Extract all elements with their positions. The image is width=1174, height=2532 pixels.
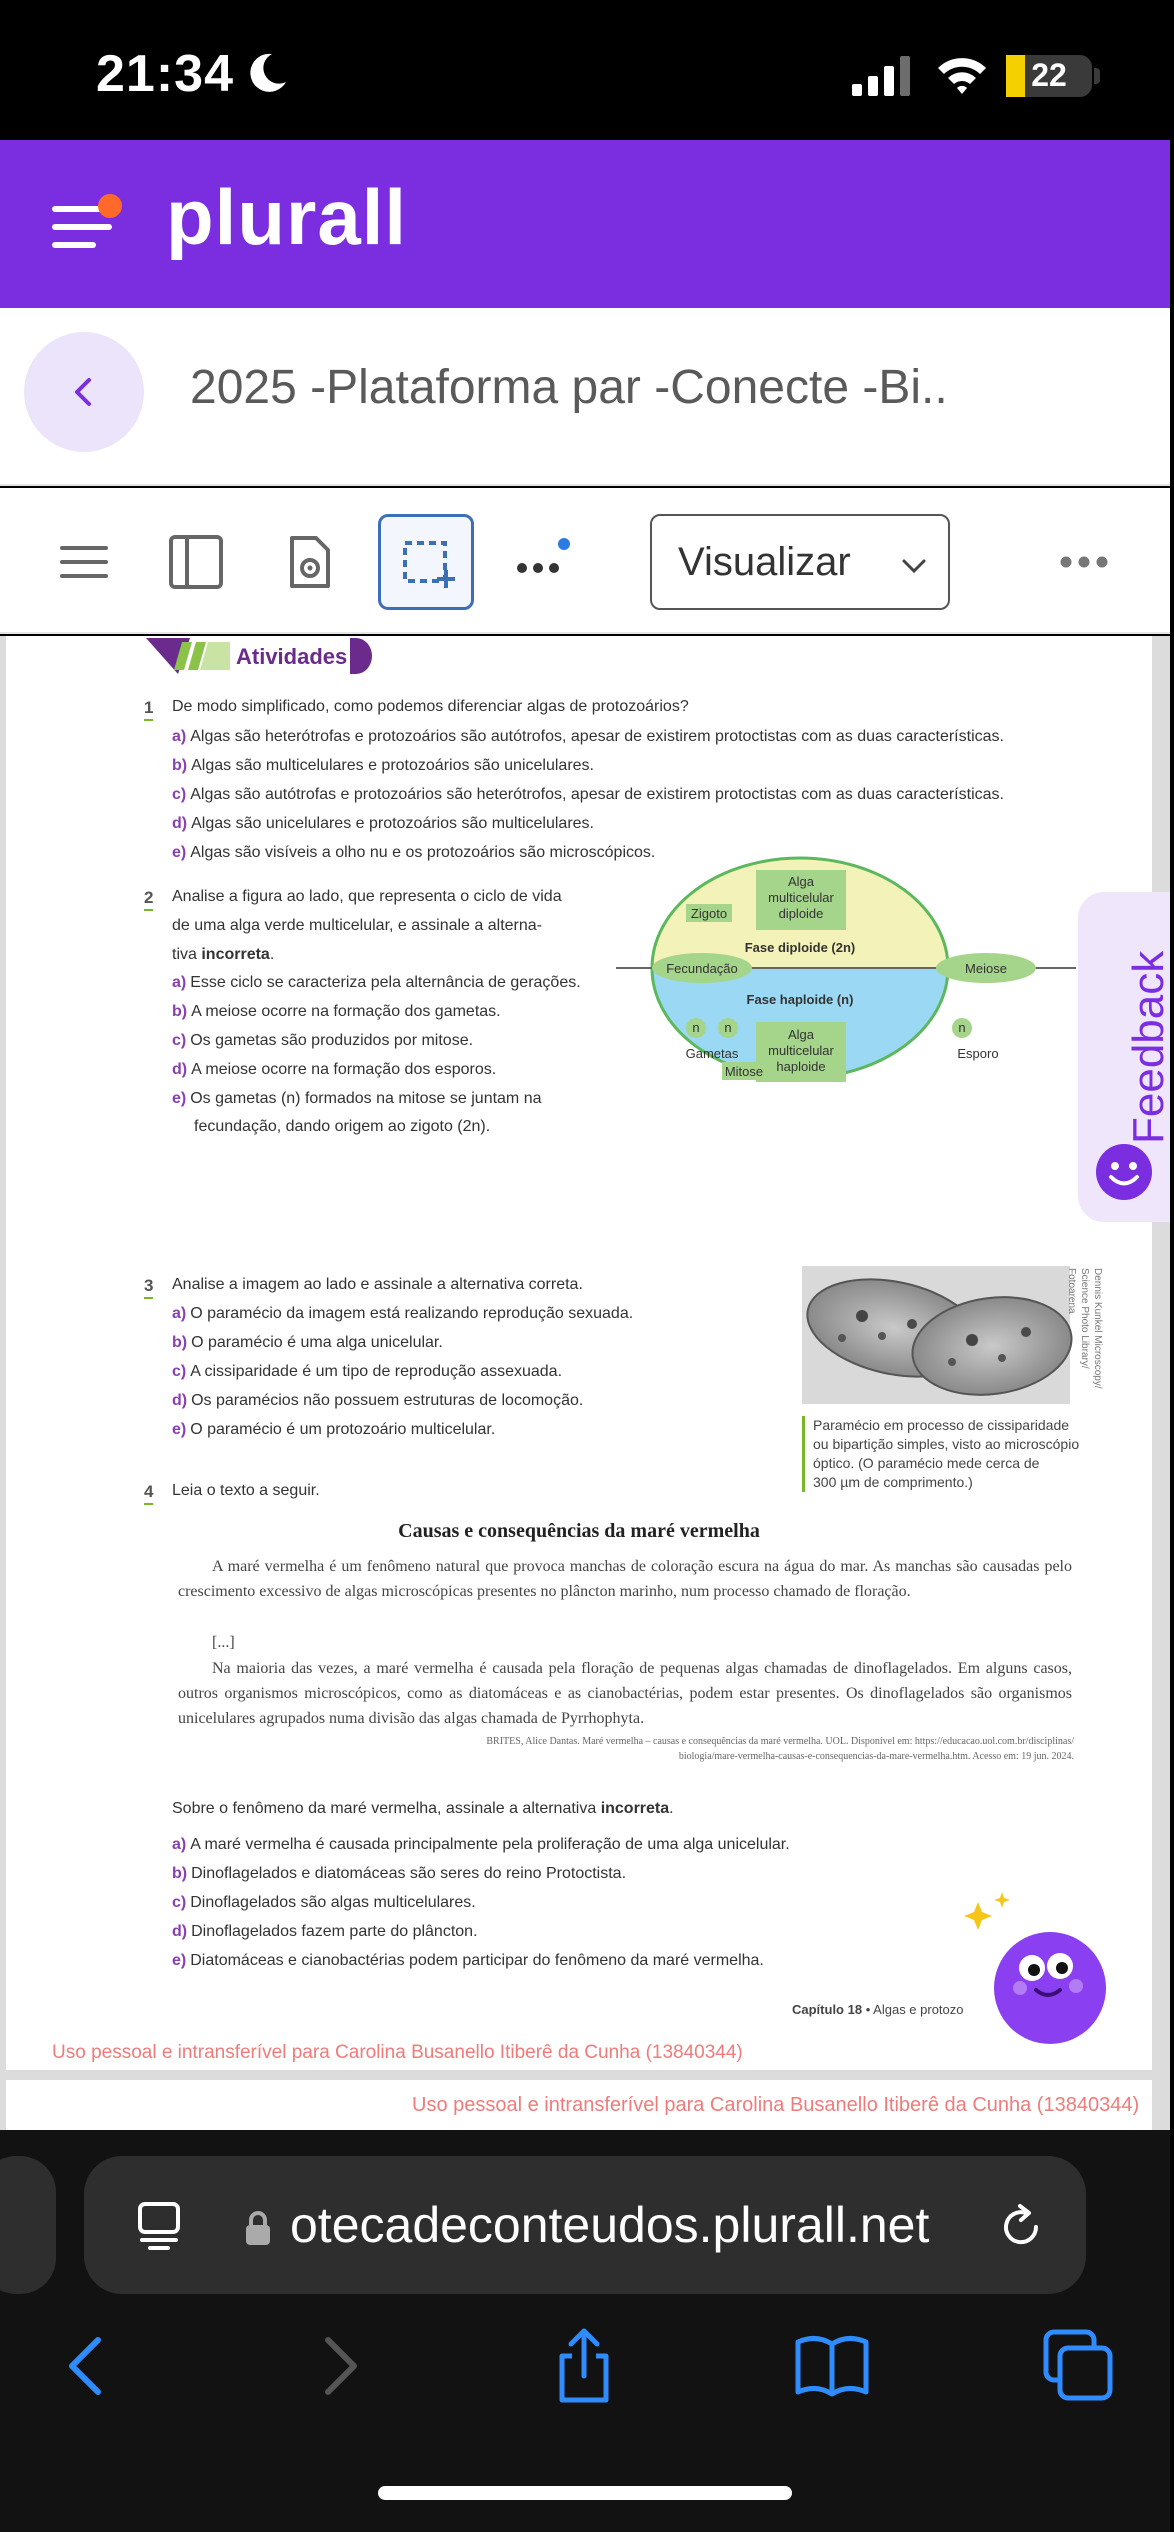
diploid-alga-label-2: multicelular	[768, 890, 834, 905]
back-button[interactable]	[24, 332, 144, 452]
personal-use-watermark-2: Uso pessoal e intransferível para Carolina Busanello Itiberê da Cunha (13840344)	[412, 2094, 1140, 2116]
q2-option-e: e) Os gametas (n) formados na mitose se juntam na	[172, 1090, 542, 1107]
q1-option-d: d) Algas são unicelulares e protozoários são multicelulares.	[172, 815, 594, 832]
document-settings-button[interactable]	[262, 514, 358, 610]
question-2-line-1: Analise a figura ao lado, que representa o ciclo de vida	[172, 888, 562, 905]
activities-end-icon	[350, 638, 372, 674]
share-icon[interactable]	[544, 2326, 624, 2406]
browser-bottom-bar	[0, 2130, 1170, 2532]
viewer-toolbar	[0, 488, 1170, 634]
paramecium-micrograph	[802, 1266, 1070, 1404]
document-title: 2025 -Plataforma par -Conecte -Bi..	[190, 361, 948, 414]
area-select-button[interactable]	[378, 514, 474, 610]
lock-icon	[244, 2210, 272, 2246]
moon-icon	[250, 52, 288, 94]
photo-credit: Dennis Kunkel Microscopy/ Science Photo Library/ Fotoarena	[1066, 1268, 1103, 1389]
question-2-line-3: tiva incorreta.	[172, 946, 275, 963]
document-gear-icon	[280, 532, 340, 592]
selection-add-icon	[399, 535, 459, 595]
browser-back-icon[interactable]	[48, 2326, 128, 2406]
sidebar-toggle-button[interactable]	[148, 514, 244, 610]
gametes-label: Gametas	[685, 1046, 739, 1061]
wifi-icon	[936, 54, 988, 96]
meiosis-label: Meiose	[965, 961, 1007, 976]
assistant-mascot-icon[interactable]	[950, 1892, 1120, 2052]
bookmarks-icon[interactable]	[792, 2326, 872, 2406]
status-time: 21:34	[96, 45, 234, 103]
haploid-alga-label-2: multicelular	[768, 1043, 834, 1058]
q4-option-a: a) A maré vermelha é causada principalmente pela proliferação de uma alga unicelular.	[172, 1836, 790, 1853]
gamete-1-label: n	[692, 1020, 700, 1035]
list-menu-button[interactable]	[36, 514, 132, 610]
q2-option-b: b) A meiose ocorre na formação dos gametas.	[172, 1003, 501, 1020]
list-icon	[54, 532, 114, 592]
home-indicator	[378, 2486, 792, 2500]
q1-option-c: c) Algas são autótrofas e protozoários são heterótrofos, apesar de existirem protoctistas com as duas características.	[172, 786, 1004, 803]
q4-option-e: e) Diatomáceas e cianobactérias podem participar do fenômeno da maré vermelha.	[172, 1952, 764, 1969]
article-ellipsis: [...]	[212, 1634, 235, 1651]
gamete-2-label: n	[724, 1020, 732, 1035]
feedback-tab[interactable]	[1078, 892, 1173, 1222]
question-4-prompt: Sobre o fenômeno da maré vermelha, assinale a alternativa incorreta.	[172, 1800, 674, 1817]
q3-option-c: c) A cissiparidade é um tipo de reprodução assexuada.	[172, 1363, 563, 1380]
q1-option-e: e) Algas são visíveis a olho nu e os protozoários são microscópicos.	[172, 844, 656, 861]
micrograph-caption: Paramécio em processo de cissiparidade ou bipartição simples, visto ao microscópio óptico. (O paramécio mede cerca de 300 µm de comprimento.)	[802, 1416, 1079, 1492]
q3-option-e: e) O paramécio é um protozoário multicelular.	[172, 1421, 496, 1438]
app-header	[0, 140, 1170, 308]
feedback-label: Feedback	[1124, 950, 1173, 1144]
spore-label: Esporo	[957, 1046, 999, 1061]
question-3-text: Analise a imagem ao lado e assinale a alternativa correta.	[172, 1276, 583, 1293]
diploid-alga-label-1: Alga	[787, 874, 815, 889]
chevron-left-icon	[62, 370, 106, 414]
diploid-alga-label-3: diploide	[778, 906, 824, 921]
battery-level: 22	[1031, 57, 1067, 93]
document-viewer[interactable]	[0, 636, 1173, 2130]
article-paragraph-1: A maré vermelha é um fenômeno natural que provoca manchas de coloração escura na água do mar. As manchas são causadas pelo crescimento excessivo de algas microscópicas presentes no plâncton marinho, num processo chamado de floração.	[178, 1558, 1072, 1600]
question-1-text: De modo simplificado, como podemos diferenciar algas de protozoários?	[172, 698, 689, 715]
address-bar[interactable]	[84, 2156, 1086, 2294]
q2-option-d: d) A meiose ocorre na formação dos esporos.	[172, 1061, 497, 1078]
smiley-icon	[1094, 1142, 1154, 1202]
article-title: Causas e consequências da maré vermelha	[398, 1520, 760, 1542]
url-text[interactable]: otecadeconteudos.plurall.net	[290, 2197, 930, 2253]
zygote-label: Zigoto	[690, 906, 728, 921]
mitosis-label: Mitose	[724, 1064, 764, 1079]
status-bar	[0, 0, 1170, 140]
previous-tab-peek[interactable]	[0, 2156, 56, 2294]
reload-icon[interactable]	[996, 2202, 1046, 2252]
haploid-alga-label-3: haploide	[776, 1059, 826, 1074]
spore-n-label: n	[958, 1020, 966, 1035]
browser-forward-icon[interactable]	[298, 2326, 378, 2406]
question-4-number: 4	[144, 1482, 153, 1505]
article-paragraph-2: Na maioria das vezes, a maré vermelha é causada pela floração de pequenas algas chamadas de dinoflagelados. Em alguns casos, outros organismos microscópicos, como as diatomáceas e as cianobactérias, podem estar presentes. Os dinoflagelados são organismos unicelulares agrupados numa divisão das algas chamada de Pyrrhophyta.	[178, 1660, 1072, 1727]
q4-option-d: d) Dinoflagelados fazem parte do plâncton.	[172, 1923, 478, 1940]
fertilization-label: Fecundação	[666, 961, 738, 976]
q3-option-d: d) Os paramécios não possuem estruturas de locomoção.	[172, 1392, 584, 1409]
q3-option-b: b) O paramécio é uma alga unicelular.	[172, 1334, 443, 1351]
activities-label: Atividades	[236, 644, 348, 669]
personal-use-watermark: Uso pessoal e intransferível para Carolina Busanello Itiberê da Cunha (13840344)	[52, 2042, 743, 2063]
more-dots-icon	[510, 532, 570, 592]
question-2-number: 2	[144, 888, 153, 911]
sidebar-icon	[166, 532, 226, 592]
question-2-line-2: de uma alga verde multicelular, e assinale a alterna-	[172, 917, 542, 934]
more-horizontal-icon	[1054, 532, 1114, 592]
q3-option-a: a) O paramécio da imagem está realizando reprodução sexuada.	[172, 1305, 634, 1322]
algae-life-cycle-diagram	[606, 874, 1086, 1202]
chevron-down-icon	[900, 556, 928, 576]
more-tools-button[interactable]	[492, 514, 588, 610]
article-reference: BRITES, Alice Dantas. Maré vermelha – causas e consequências da maré vermelha. UOL. Disponível em: https://educacao.uol.com.br/disciplinas/ biologia/mare-vermelha-causas-e-consequencias-da-mare-vermelha.htm. Acesso em: 19 jun. 2024.	[486, 1736, 1074, 1762]
overflow-menu-button[interactable]	[1036, 514, 1132, 610]
q4-option-b: b) Dinoflagelados e diatomáceas são seres do reino Protoctista.	[172, 1865, 627, 1882]
activities-banner-icon	[146, 638, 230, 674]
view-mode-value: Visualizar	[678, 540, 851, 584]
question-4-text: Leia o texto a seguir.	[172, 1482, 320, 1499]
question-1-number: 1	[144, 698, 153, 721]
notification-dot	[98, 194, 122, 218]
document-page	[6, 636, 1152, 2070]
q4-option-c: c) Dinoflagelados são algas multicelulares.	[172, 1894, 476, 1911]
cellular-signal-icon	[852, 56, 914, 96]
hamburger-menu-icon[interactable]	[52, 198, 120, 254]
battery-nub	[1094, 68, 1100, 84]
q1-option-a: a) Algas são heterótrofas e protozoários são autótrofos, apesar de existirem protoctistas com as duas características.	[172, 728, 1004, 745]
page-footer: Capítulo 18 • Algas e protozo	[792, 2002, 964, 2017]
tabs-icon[interactable]	[1038, 2326, 1118, 2406]
question-3-number: 3	[144, 1276, 153, 1299]
battery-indicator	[1006, 55, 1092, 97]
title-row	[0, 308, 1170, 486]
view-mode-select[interactable]	[650, 514, 950, 610]
q2-option-a: a) Esse ciclo se caracteriza pela alternância de gerações.	[172, 974, 581, 991]
q2-option-e-continued: fecundação, dando origem ao zigoto (2n).	[194, 1118, 491, 1135]
plurall-logo[interactable]: plurall	[166, 173, 408, 261]
haploid-phase-label: Fase haploide (n)	[746, 992, 854, 1007]
haploid-alga-label-1: Alga	[787, 1027, 815, 1042]
q1-option-b: b) Algas são multicelulares e protozoários são unicelulares.	[172, 757, 594, 774]
q2-option-c: c) Os gametas são produzidos por mitose.	[172, 1032, 474, 1049]
page-menu-icon[interactable]	[136, 2200, 182, 2250]
diploid-phase-label: Fase diploide (2n)	[744, 940, 856, 955]
